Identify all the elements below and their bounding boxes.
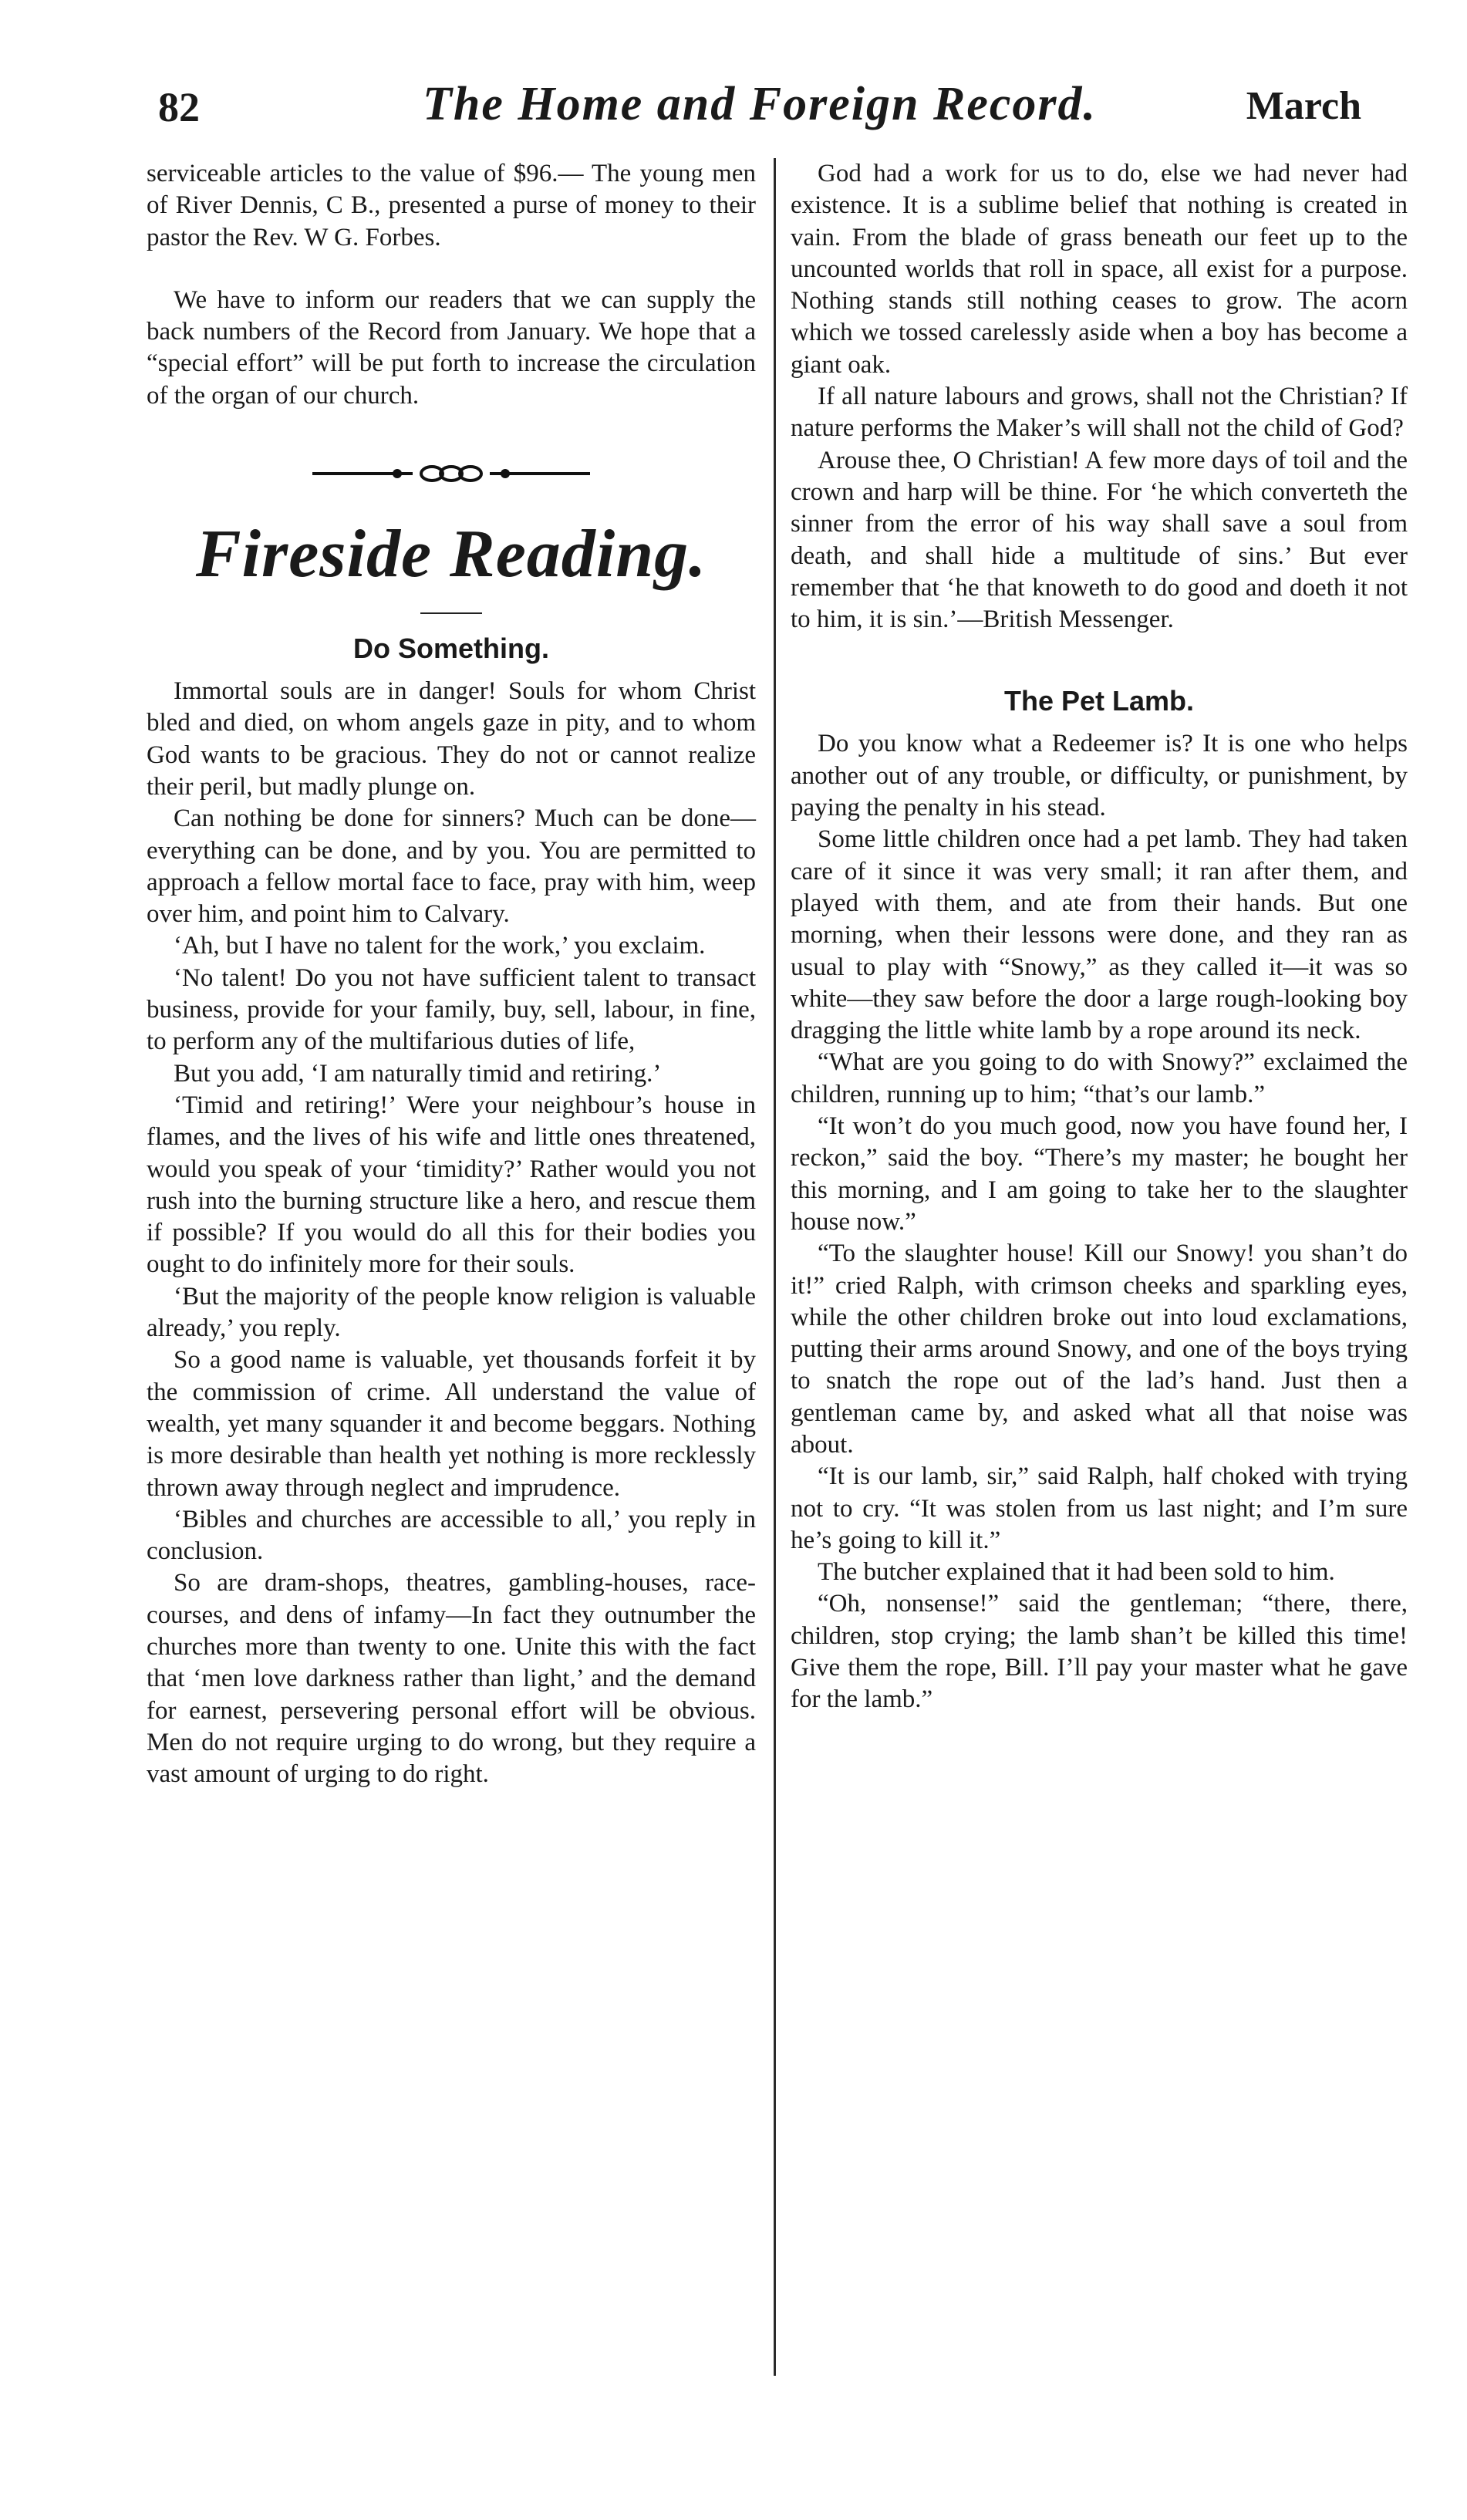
article-paragraph: But you add, ‘I am naturally timid and retiring.’ [174, 1059, 662, 1088]
publication-title: The Home and Foreign Record. [422, 78, 1098, 130]
page-number: 82 [158, 84, 200, 130]
article-paragraph: The butcher explained that it had been sold to him. [818, 1558, 1335, 1587]
article-paragraph: If all nature labours and grows, shall not the Christian? If nature performs the Maker’s will shall not the child of God? [791, 383, 1408, 443]
column-rule [774, 158, 776, 2376]
article-paragraph: Some little children once had a pet lamb. They had taken care of it since it was very small; it ran after them, and played with them, and ate from their hands. But one morning, when their lessons were done, and they ran as usual to play with “Snowy,” as they called it—it was so white—they saw before the door a large rough-looking boy dragging the little white lamb by a rope around its neck. [791, 825, 1408, 1045]
article-title: Do Something. [353, 633, 549, 665]
article-paragraph: “To the slaughter house! Kill our Snowy! you shan’t do it!” cried Ralph, with crimson cheeks and sparkling eyes, while the other children broke out into loud exclamations, putting their arms around Snowy, and one of the boys trying to snatch the rope out of the lad’s hand. Just then a gentleman came by, and asked what all that noise was about. [791, 1240, 1408, 1459]
article-paragraph: So are dram-shops, theatres, gambling-houses, race-courses, and dens of infamy—In fact they outnumber the churches more than twenty to one. Unite this with the fact that ‘men love darkness rather than light,’ and the demand for earnest, persevering personal effort will be obvious. Men do not require urging to do wrong, but they require a vast amount of urging to do right. [147, 1569, 756, 1789]
left-column [147, 158, 756, 1790]
article-paragraph: ‘Bibles and churches are accessible to all,’ you reply in conclusion. [147, 1505, 756, 1566]
article-paragraph: Can nothing be done for sinners? Much can be done—everything can be done, and by you. You are permitted to approach a fellow mortal face to face, pray with him, weep over him, and point him to Calvary. [147, 805, 756, 929]
decorative-divider-icon [305, 458, 598, 489]
intro-paragraph: serviceable articles to the value of $96.— The young men of River Dennis, C B., presented a purse of money to their pastor the Rev. W G. Forbes. [147, 160, 756, 251]
article-title: The Pet Lamb. [1003, 685, 1195, 717]
article-paragraph: ‘Timid and retiring!’ Were your neighbour’s house in flames, and the lives of his wife and little ones threatened, would you speak of your ‘timidity?’ Rather would you not rush into the burning structure like a hero, and rescue them if possible? If you would do all this for their bodies you ought to do infinitely more for their souls. [147, 1091, 756, 1279]
article-paragraph: Arouse thee, O Christian! A few more days of toil and the crown and harp will be thine. For ‘he which converteth the sinner from the error of his way shall save a soul from death, and shall hide a multitude of sins.’ But ever remember that ‘he that knoweth to do good and doeth it not to him, it is sin.’—British Messenger. [791, 446, 1408, 634]
page-header [158, 77, 1361, 147]
right-column [791, 158, 1408, 1716]
article-paragraph: Immortal souls are in danger! Souls for whom Christ bled and died, on whom angels gaze in pity, and to whom God wants to be gracious. They do not or cannot realize their peril, but madly plunge on. [147, 677, 756, 801]
section-title: Fireside Reading. [195, 517, 707, 592]
section-divider [420, 612, 482, 614]
article-paragraph: ‘Ah, but I have no talent for the work,’ you exclaim. [174, 932, 706, 960]
article-paragraph: “Oh, nonsense!” said the gentleman; “there, there, children, stop crying; the lamb shan’t be killed this time! Give them the rope, Bill. I’ll pay your master what he gave for the lamb.” [791, 1590, 1408, 1714]
article-paragraph: “It is our lamb, sir,” said Ralph, half choked with trying not to cry. “It was stolen from us last night; and I’m sure he’s going to kill it.” [791, 1462, 1408, 1554]
article-paragraph: So a good name is valuable, yet thousands forfeit it by the commission of crime. All understand the value of wealth, yet many squander it and become beggars. Nothing is more desirable than health yet nothing is more recklessly thrown away through neglect and imprudence. [147, 1346, 756, 1502]
article-paragraph: ‘No talent! Do you not have sufficient talent to transact business, provide for your family, buy, sell, labour, in fine, to perform any of the multifarious duties of life, [147, 963, 756, 1056]
article-paragraph: God had a work for us to do, else we had never had existence. It is a sublime belief that nothing is created in vain. From the blade of grass beneath our feet up to the uncounted worlds that roll in space, all exist for a purpose. Nothing stands still nothing ceases to grow. The acorn which we tossed carelessly aside when a boy has become a giant oak. [791, 160, 1408, 379]
issue-month: March [1246, 84, 1361, 128]
article-paragraph: ‘But the majority of the people know religion is valuable already,’ you reply. [147, 1282, 756, 1343]
intro-paragraph: We have to inform our readers that we can supply the back numbers of the Record from January. We hope that a “special effort” will be put forth to increase the circulation of the organ of our church. [147, 285, 756, 410]
article-paragraph: Do you know what a Redeemer is? It is one who helps another out of any trouble, or difficulty, or punishment, by paying the penalty in his stead. [791, 730, 1408, 822]
article-paragraph: “What are you going to do with Snowy?” exclaimed the children, running up to him; “that’s our lamb.” [791, 1048, 1408, 1108]
article-paragraph: “It won’t do you much good, now you have found her, I reckon,” said the boy. “There’s my master; he bought her this morning, and I am going to take her to the slaughter house now.” [791, 1112, 1408, 1236]
